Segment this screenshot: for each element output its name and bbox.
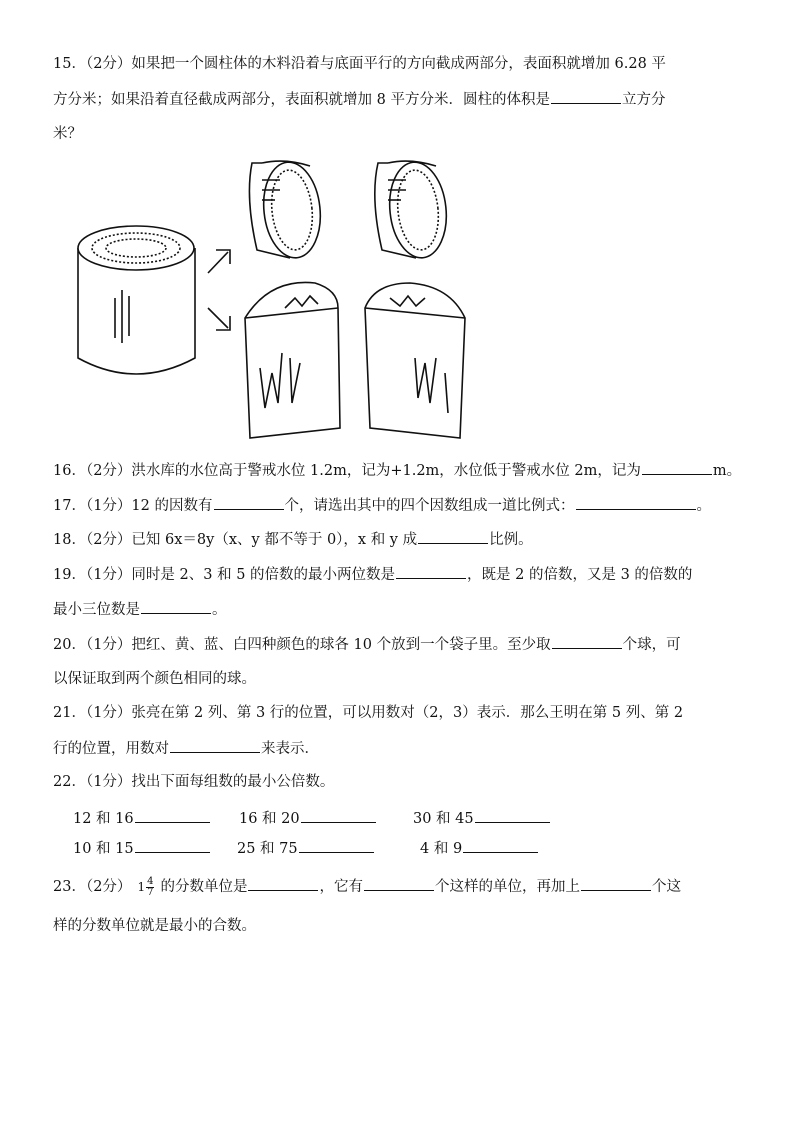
lcm-blank[interactable] <box>135 808 210 823</box>
q21-line1: 21．（1分）张亮在第 2 列、第 3 行的位置，可以用数对（2，3）表示．那么王明在第 5 列、第 2 <box>53 705 684 721</box>
q15-line3: 米？ <box>53 126 82 142</box>
q18-line <box>53 529 533 550</box>
lcm-item: 10 和 15 <box>73 838 211 859</box>
q19-end: 。 <box>212 602 227 618</box>
lcm-blank[interactable] <box>463 838 538 853</box>
q15-line2 <box>53 89 665 110</box>
q21-line2 <box>53 738 319 759</box>
q18-text: 18．（2分）已知 6x＝8y（x、y 都不等于 0），x 和 y 成 <box>53 532 418 548</box>
q20-mid: 个球，可 <box>622 637 681 653</box>
q23-part3: 个这样的单位，再加上 <box>434 879 580 895</box>
lcm-item: 12 和 16 <box>73 808 211 829</box>
q21-text: 行的位置，用数对 <box>53 741 169 757</box>
q20-line1 <box>53 634 681 655</box>
q17-text: 17．（1分）12 的因数有 <box>53 498 213 514</box>
horizontal-slice-right <box>375 159 451 260</box>
q22-title: 22．（1分）找出下面每组数的最小公倍数。 <box>53 774 335 790</box>
q19-line2 <box>53 599 227 620</box>
fraction-numerator: 4 <box>147 875 154 887</box>
lcm-item: 16 和 20 <box>239 808 377 829</box>
q23-add-blank[interactable] <box>581 876 651 891</box>
q15-text: 方分米；如果沿着直径截成两部分，表面积就增加 8 平方分米．圆柱的体积是 <box>53 92 550 108</box>
q23-count-blank[interactable] <box>364 876 434 891</box>
q23-part4: 个这 <box>651 879 681 895</box>
lcm-blank[interactable] <box>301 808 376 823</box>
q19-line1 <box>53 564 692 585</box>
q15-line1: 15．（2分）如果把一个圆柱体的木料沿着与底面平行的方向截成两部分，表面积就增加 6.28 平 <box>53 56 666 72</box>
q23-line2: 样的分数单位就是最小的合数。 <box>53 918 256 934</box>
arrow-up-icon <box>208 250 230 273</box>
q20-line2: 以保证取到两个颜色相同的球。 <box>53 671 256 687</box>
fraction <box>146 877 154 898</box>
q16-unit: m。 <box>712 463 742 479</box>
q20-text: 20．（1分）把红、黄、蓝、白四种颜色的球各 10 个放到一个袋子里。至少取 <box>53 637 551 653</box>
horizontal-slice-left <box>249 159 324 260</box>
q16-line <box>53 460 741 481</box>
lcm-item: 4 和 9 <box>420 838 539 859</box>
q19-text2: 最小三位数是 <box>53 602 140 618</box>
mixed-whole: 1 <box>137 880 146 894</box>
fraction-denominator: 7 <box>147 886 154 898</box>
q15-answer-blank[interactable] <box>551 89 621 104</box>
lcm-item: 25 和 75 <box>237 838 375 859</box>
mixed-number <box>137 877 154 898</box>
q19-two-digit-blank[interactable] <box>396 564 466 579</box>
lcm-blank[interactable] <box>475 808 550 823</box>
q23-part1: 的分数单位是 <box>160 879 248 895</box>
q23-unit-blank[interactable] <box>248 876 318 891</box>
q18-end: 比例。 <box>489 532 533 548</box>
lcm-item: 30 和 45 <box>413 808 551 829</box>
q23-part2: ，它有 <box>319 879 363 895</box>
q19-three-digit-blank[interactable] <box>141 599 211 614</box>
q15-unit: 立方分 <box>621 92 666 108</box>
q19-text: 19．（1分）同时是 2、3 和 5 的倍数的最小两位数是 <box>53 567 396 583</box>
original-cylinder <box>78 226 195 374</box>
q16-answer-blank[interactable] <box>642 460 712 475</box>
lcm-blank[interactable] <box>135 838 210 853</box>
q20-answer-blank[interactable] <box>552 634 622 649</box>
vertical-half-right <box>365 283 465 438</box>
cylinder-cut-figure <box>70 158 490 448</box>
q21-answer-blank[interactable] <box>170 738 260 753</box>
lcm-blank[interactable] <box>299 838 374 853</box>
q21-end: 来表示． <box>261 741 319 757</box>
q17-line <box>53 495 711 516</box>
q16-text: 16．（2分）洪水库的水位高于警戒水位 1.2m，记为+1.2m，水位低于警戒水位 2m，记为 <box>53 463 641 479</box>
arrow-down-icon <box>208 308 230 330</box>
q17-count-blank[interactable] <box>214 495 284 510</box>
q17-proportion-blank[interactable] <box>576 495 696 510</box>
q17-middle: 个，请选出其中的四个因数组成一道比例式： <box>284 498 575 514</box>
q23-prefix: 23．（2分） <box>53 879 132 895</box>
q18-answer-blank[interactable] <box>418 529 488 544</box>
q17-end: 。 <box>696 498 711 514</box>
q19-mid: ，既是 2 的倍数，又是 3 的倍数的 <box>467 567 693 583</box>
vertical-half-left <box>245 282 340 438</box>
q23-line1 <box>53 876 681 898</box>
